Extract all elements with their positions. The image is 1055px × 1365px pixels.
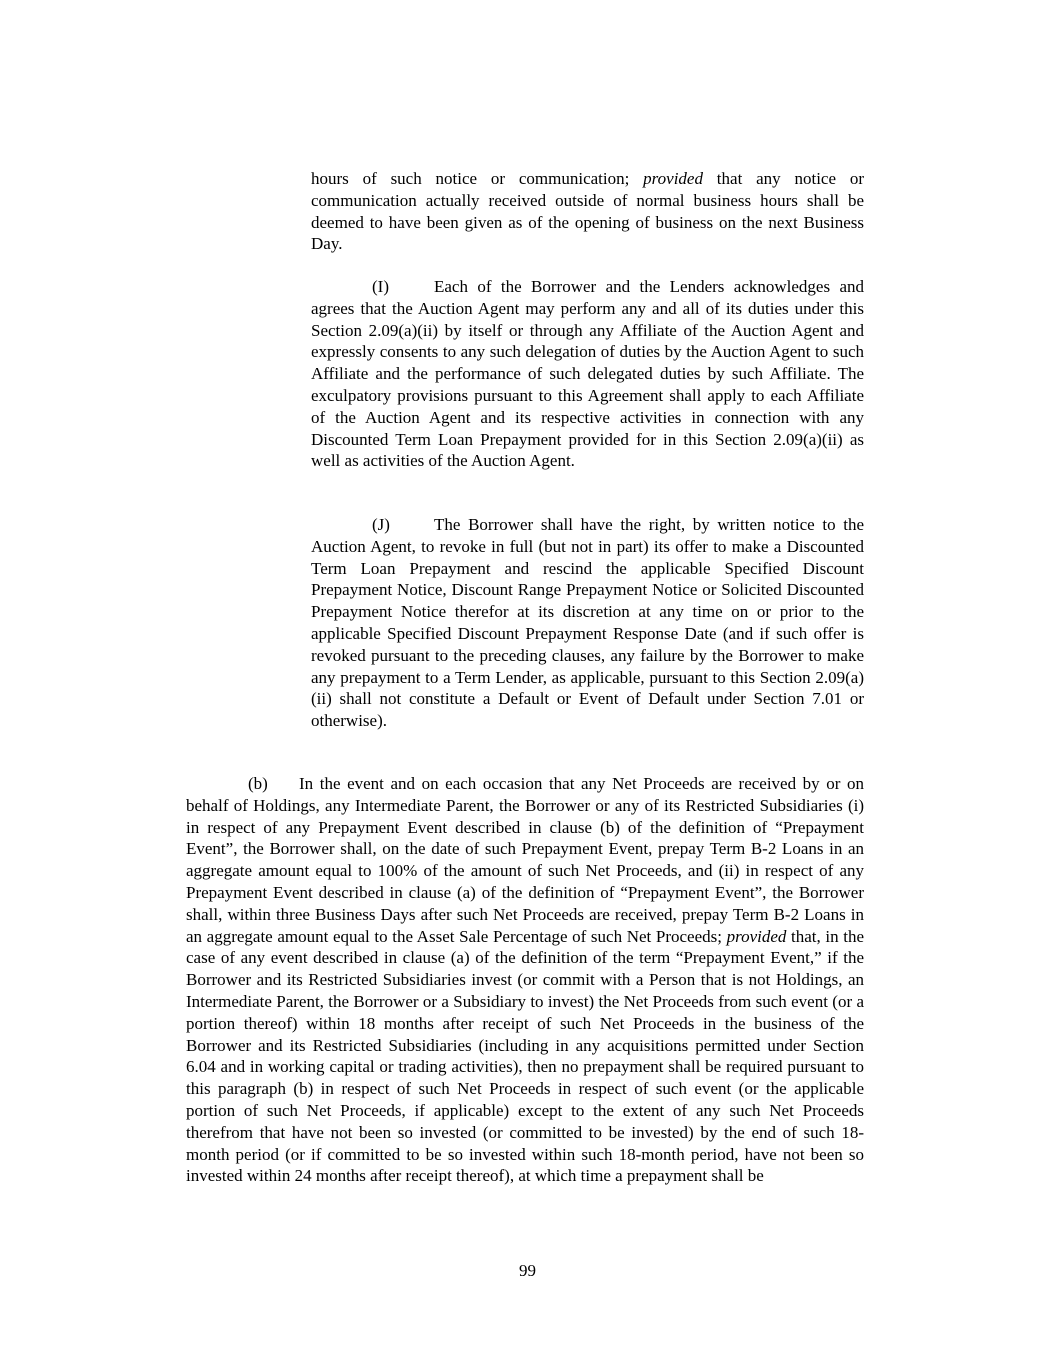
italic-term: provided bbox=[726, 926, 787, 946]
clause-label: (I) bbox=[372, 277, 389, 296]
paragraph-text: hours of such notice or communication; bbox=[311, 169, 644, 188]
paragraph-text: Each of the Borrower and the Lenders acknowledges and agrees that the Auction Agent may perform any and all of its duties under this Section 2.09(a)(ii) by itself or through any Affiliate of the Auction Agent and expressly consents to any such delegation of duties by the Auction Agent to such Affiliate and the performance of such delegated duties by such Affiliate. The exculpatory provisions pursuant to this Agreement shall apply to each Affiliate of the Auction Agent and its respective activities in connection with any Discounted Term Loan Prepayment provided for in this Section 2.09(a)(ii) as well as activities of the Auction Agent. bbox=[311, 277, 864, 471]
clause-b-paragraph bbox=[186, 773, 864, 1187]
paragraph-text: that, in the case of any event described in clause (a) of the definition of the term “Prepayment Event,” if the Borrower and its Restricted Subsidiaries invest (or commit with a Person that is not Holdings, an Intermediate Parent, the Borrower or a Subsidiary to invest) the Net Proceeds from such event (or a portion thereof) within 18 months after receipt of such Net Proceeds in the business of the Borrower and its Restricted Subsidiaries (including in any acquisitions permitted under Section 6.04 and in working capital or trading activities), then no prepayment shall be required pursuant to this paragraph (b) in respect of such Net Proceeds in respect of such event (or the applicable portion of such Net Proceeds, if applicable) except to the extent of any such Net Proceeds therefrom that have not been so invested (or committed to be invested) by the end of such 18-month period (or if committed to be so invested within such 18-month period, have not been so invested within 24 months after receipt thereof), at which time a prepayment shall be bbox=[186, 926, 864, 1186]
paragraph-text: In the event and on each occasion that any Net Proceeds are received by or on behalf of Holdings, any Intermediate Parent, the Borrower or any of its Restricted Subsidiaries (i) in respect of any Prepayment Event described in clause (b) of the definition of “Prepayment Event”, the Borrower shall, on the date of such Prepayment Event, prepay Term B-2 Loans in an aggregate amount equal to 100% of the amount of such Net Proceeds, and (ii) in respect of any Prepayment Event described in clause (a) of the definition of “Prepayment Event”, the Borrower shall, within three Business Days after such Net Proceeds are received, prepay Term B-2 Loans in an aggregate amount equal to the Asset Sale Percentage of such Net Proceeds; bbox=[186, 774, 864, 946]
paragraph-text: that any notice or communication actually received outside of normal business hours shall be deemed to have been given as of the opening of business on the next Business Day. bbox=[311, 169, 864, 254]
clause-j-paragraph bbox=[311, 514, 864, 732]
clause-label: (b) bbox=[248, 774, 268, 793]
paragraph-text: The Borrower shall have the right, by written notice to the Auction Agent, to revoke in full (but not in part) its offer to make a Discounted Term Loan Prepayment and rescind the applicable Specified Discount Prepayment Notice, Discount Range Prepayment Notice or Solicited Discounted Prepayment Notice therefor at its discretion at any time on or prior to the applicable Specified Discount Prepayment Response Date (and if such offer is revoked pursuant to the preceding clauses, any failure by the Borrower to make any prepayment to a Term Lender, as applicable, pursuant to this Section 2.09(a)(ii) shall not constitute a Default or Event of Default under Section 7.01 or otherwise). bbox=[311, 515, 864, 731]
page-number: 99 bbox=[519, 1261, 536, 1280]
clause-label: (J) bbox=[372, 515, 390, 534]
italic-term: provided bbox=[643, 169, 703, 188]
clause-i-paragraph bbox=[311, 276, 864, 472]
paragraph-continuation bbox=[311, 168, 864, 255]
